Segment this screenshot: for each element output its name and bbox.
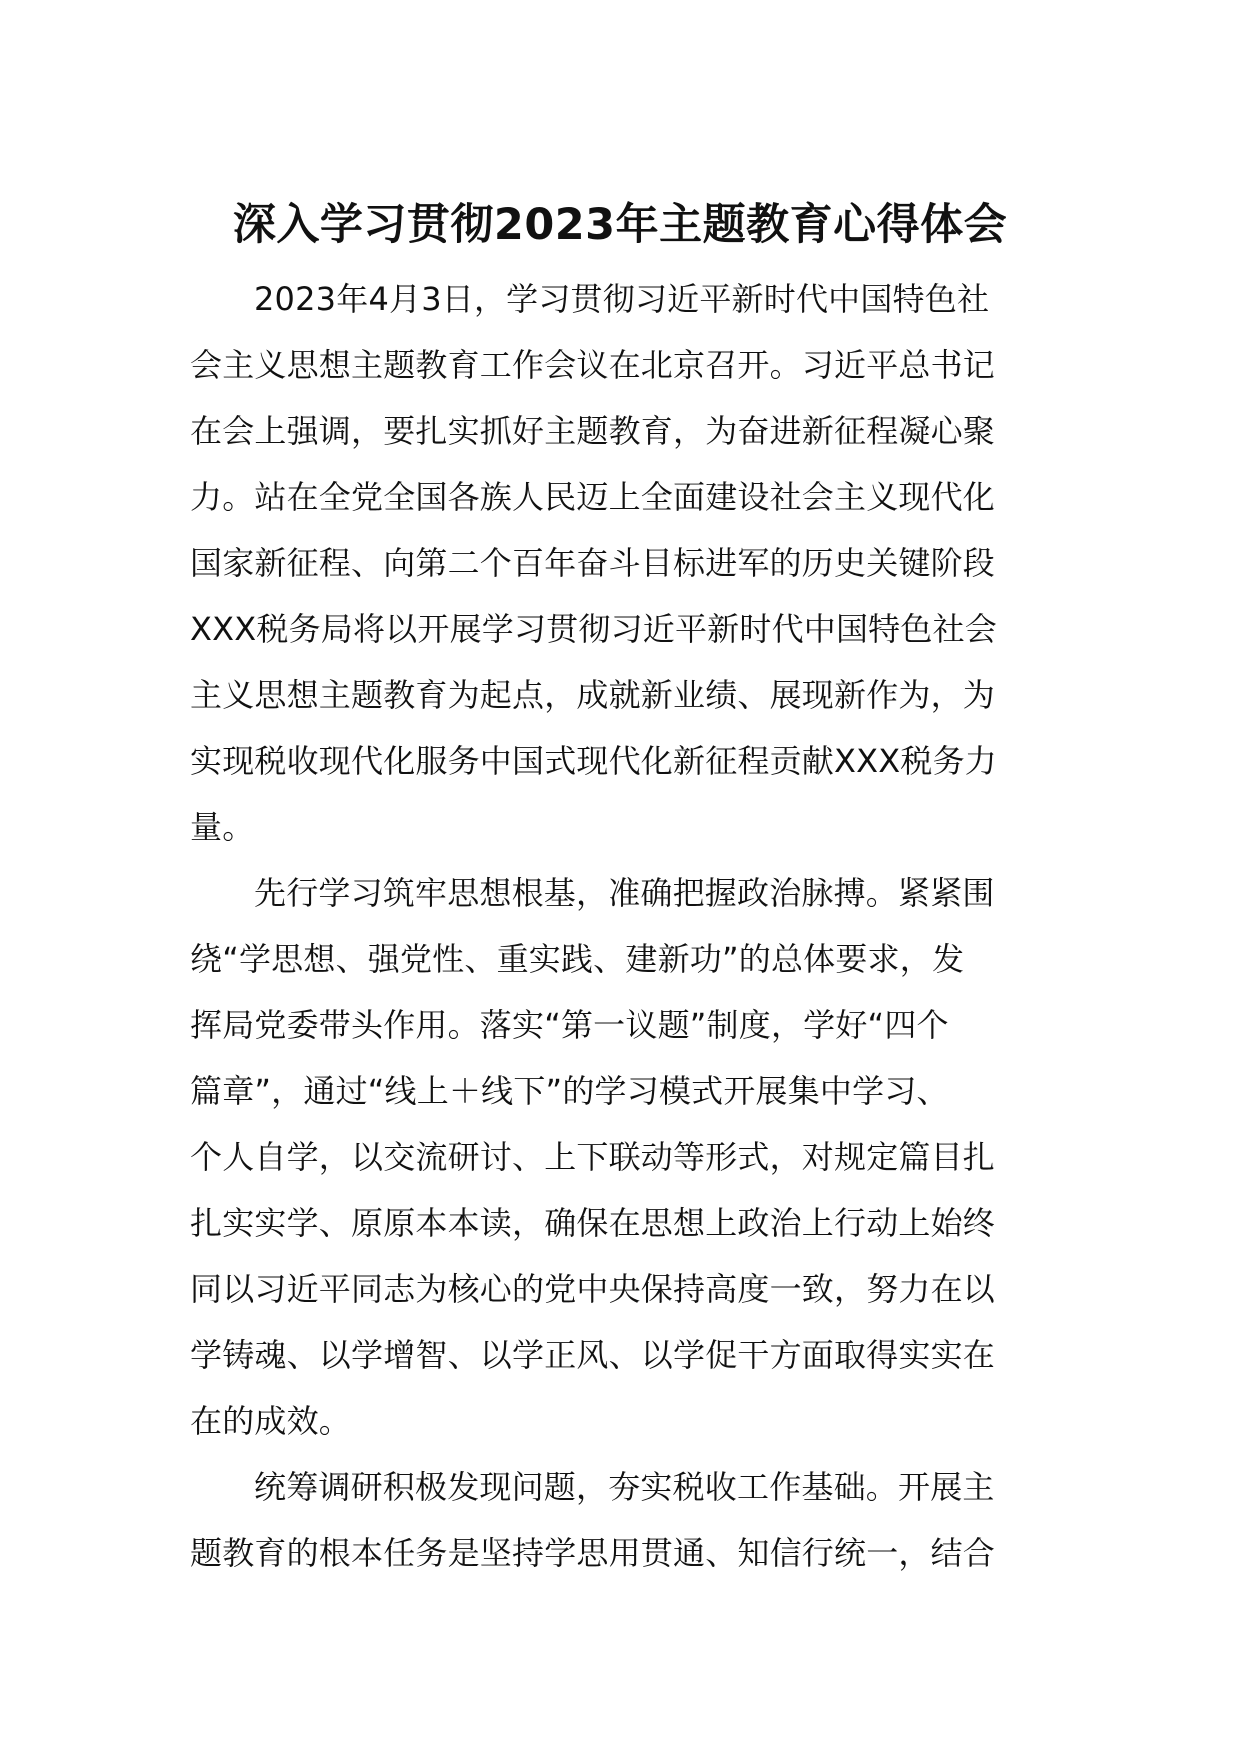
paragraph-line: 题教育的根本任务是坚持学思用贯通、知信行统一，结合 xyxy=(190,1534,996,1572)
paragraph-3 xyxy=(190,1454,1054,1586)
paragraph-line: 先行学习筑牢思想根基，准确把握政治脉搏。紧紧围 xyxy=(254,874,995,912)
paragraph-line: XXX税务局将以开展学习贯彻习近平新时代中国特色社会 xyxy=(190,610,997,648)
paragraph-line: 会主义思想主题教育工作会议在北京召开。习近平总书记 xyxy=(190,346,996,384)
paragraph-line: 2023年4月3日，学习贯彻习近平新时代中国特色社 xyxy=(254,280,990,318)
paragraph-line: 挥局党委带头作用。落实“第一议题”制度，学好“四个 xyxy=(190,1006,949,1044)
paragraph-line: 绕“学思想、强党性、重实践、建新功”的总体要求，发 xyxy=(190,940,965,978)
paragraph-line: 个人自学，以交流研讨、上下联动等形式，对规定篇目扎 xyxy=(190,1138,996,1176)
paragraph-line: 国家新征程、向第二个百年奋斗目标进军的历史关键阶段 xyxy=(190,544,996,582)
paragraph-line: 扎实实学、原原本本读，确保在思想上政治上行动上始终 xyxy=(190,1204,996,1242)
paragraph-line: 同以习近平同志为核心的党中央保持高度一致，努力在以 xyxy=(190,1270,996,1308)
paragraph-line: 力。站在全党全国各族人民迈上全面建设社会主义现代化 xyxy=(190,478,996,516)
paragraph-line: 在的成效。 xyxy=(190,1402,352,1440)
paragraph-line: 学铸魂、以学增智、以学正风、以学促干方面取得实实在 xyxy=(190,1336,996,1374)
paragraph-line: 统筹调研积极发现问题，夯实税收工作基础。开展主 xyxy=(254,1468,995,1506)
paragraph-2 xyxy=(190,860,1054,1454)
paragraph-line: 量。 xyxy=(190,808,255,846)
paragraph-line: 主义思想主题教育为起点，成就新业绩、展现新作为，为 xyxy=(190,676,996,714)
paragraph-line: 实现税收现代化服务中国式现代化新征程贡献XXX税务力 xyxy=(190,742,997,780)
paragraph-line: 篇章”，通过“线上＋线下”的学习模式开展集中学习、 xyxy=(190,1072,949,1110)
paragraph-1 xyxy=(190,266,1054,860)
paragraph-line: 在会上强调，要扎实抓好主题教育，为奋进新征程凝心聚 xyxy=(190,412,996,450)
document-title: 深入学习贯彻2023年主题教育心得体会 xyxy=(232,200,1008,250)
document-body xyxy=(190,266,1054,1586)
